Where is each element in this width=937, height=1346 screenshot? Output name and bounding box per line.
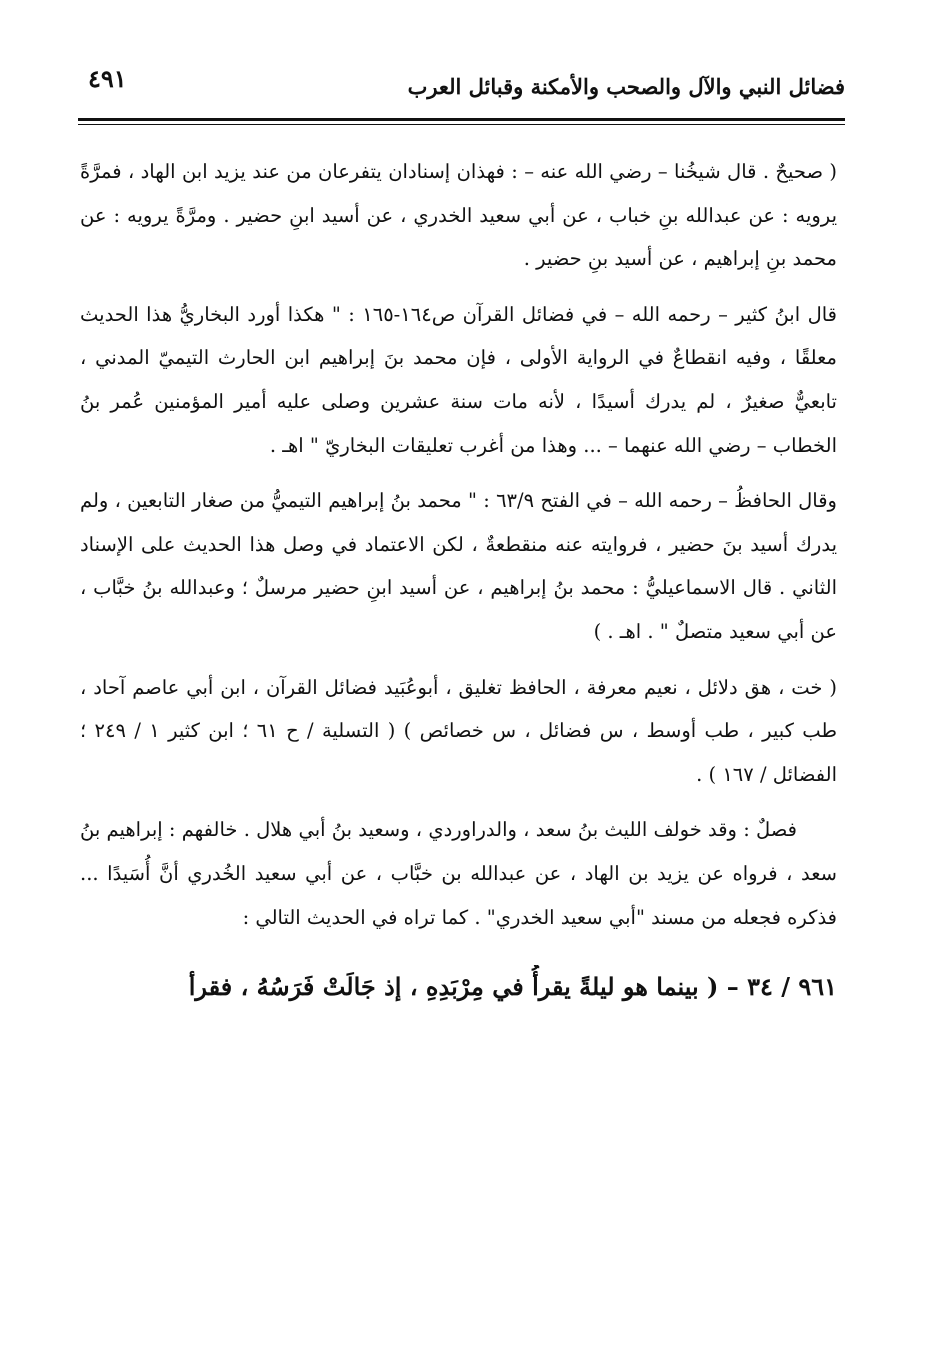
book-title: فضائل النبي والآل والصحب والأمكنة وقبائل العرب <box>407 74 845 99</box>
header-rule-thin <box>78 124 845 125</box>
header-rule-thick <box>78 118 845 121</box>
body-text <box>80 150 837 1009</box>
paragraph-hafiz: وقال الحافظُ – رحمه الله – في الفتح ٦٣/٩ : " محمد بنُ إبراهيم التيميُّ من صغار التابعين ، ولم يدرك أسيد بنَ حضير ، فروايته عنه منقطعةٌ ، لكن الاعتماد في وصل هذا الحديث على الإسناد الثاني . قال الاسماعيليُّ : محمد بنُ إبراهيم ، عن أسيد ابنِ حضير مرسلٌ ؛ وعبدالله بنُ خبَّاب ، عن أبي سعيد متصلٌ " . اهـ . ) <box>80 489 837 643</box>
running-header <box>78 62 845 114</box>
page-number: ٤٩١ <box>88 64 127 93</box>
paragraph-grading: ( صحيحٌ . قال شيخُنا – رضي الله عنه – : فهذان إسنادان يتفرعان من عند يزيد ابن الهاد ، فمرَّةً يرويه : عن عبدالله بنِ خباب ، عن أبي سعيد الخدري ، عن أسيد ابنِ حضير . ومرَّةً يرويه : عن محمد بنِ إبراهيم ، عن أسيد بنِ حضير . <box>80 160 837 271</box>
hadith-heading: ٩٦١ / ٣٤ – ( بينما هو ليلةً يقرأُ في مِرْبَدِهِ ، إذ جَالَتْ فَرَسُهُ ، فقرأ <box>188 972 837 1002</box>
paragraph-references: ( خت ، هق دلائل ، نعيم معرفة ، الحافظ تغليق ، أبوعُبَيد فضائل القرآن ، ابن أبي عاصم آحاد ، طب كبير ، طب أوسط ، س فضائل ، س خصائص ) ( التسلية / ح ٦١ ؛ ابن كثير ١ / ٢٤٩ ؛ الفضائل / ١٦٧ ) . <box>80 675 837 786</box>
paragraph-ibn-kathir: قال ابنُ كثير – رحمه الله – في فضائل القرآن ص١٦٤-١٦٥ : " هكذا أورد البخاريُّ هذا الحديث معلقًا ، وفيه انقطاعٌ في الرواية الأولى ، فإن محمد بنَ إبراهيم ابن الحارث التيميّ المدني ، تابعيٌّ صغيرٌ ، لم يدرك أسيدًا ، لأنه مات سنة عشرين وصلى عليه أمير المؤمنين عُمر بنُ الخطاب – رضي الله عنهما – ... وهذا من أغرب تعليقات البخاريّ " اهـ . <box>80 302 837 457</box>
paragraph-fasl: فصلٌ : وقد خولف الليث بنُ سعد ، والدراوردي ، وسعيد بنُ أبي هلال . خالفهم : إبراهيم بنُ سعد ، فرواه عن يزيد بن الهاد ، عن عبدالله بن خبَّاب ، عن أبي سعيد الخُدري أنَّ أُسَيدًا ... فذكره فجعله من مسند "أبي سعيد الخدري" . كما تراه في الحديث التالي : <box>80 818 837 929</box>
